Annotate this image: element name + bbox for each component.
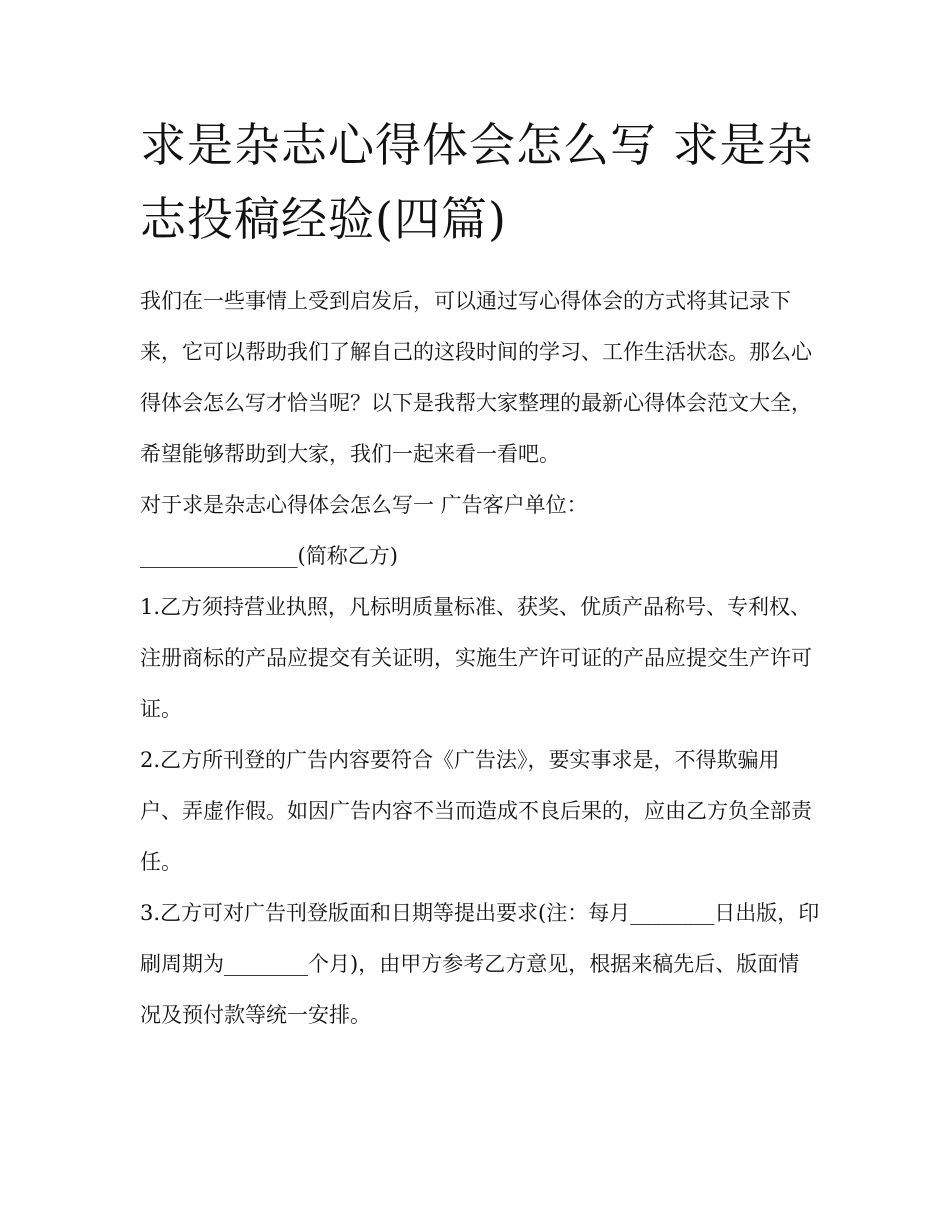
intro-paragraph: 我们在一些事情上受到启发后，可以通过写心得体会的方式将其记录下来，它可以帮助我们了解自己的这段时间的学习、工作生活状态。那么心得体会怎么写才恰当呢？以下是我帮大家整理的最新心得体会范文大全，希望能够帮助到大家，我们一起来看一看吧。	[140, 289, 812, 466]
clause-2: 2.乙方所刊登的广告内容要符合《广告法》，要实事求是，不得欺骗用户、弄虚作假。如因广告内容不当而造成不良后果的，应由乙方负全部责任。	[140, 748, 812, 874]
section-heading: 对于求是杂志心得体会怎么写一 广告客户单位：	[140, 493, 588, 517]
clause-1: 1.乙方须持营业执照，凡标明质量标准、获奖、优质产品称号、专利权、注册商标的产品应提交有关证明，实施生产许可证的产品应提交生产许可证。	[140, 595, 812, 721]
clause-3: 3.乙方可对广告刊登版面和日期等提出要求(注：每月________日出版，印刷周期为________个月)，由甲方参考乙方意见，根据来稿先后、版面情况及预付款等统一安排。	[140, 901, 820, 1027]
document-title: 求是杂志心得体会怎么写 求是杂志投稿经验(四篇)	[140, 118, 814, 246]
party-b-line: _______________(简称乙方)	[140, 544, 398, 568]
document-body	[140, 276, 820, 1041]
